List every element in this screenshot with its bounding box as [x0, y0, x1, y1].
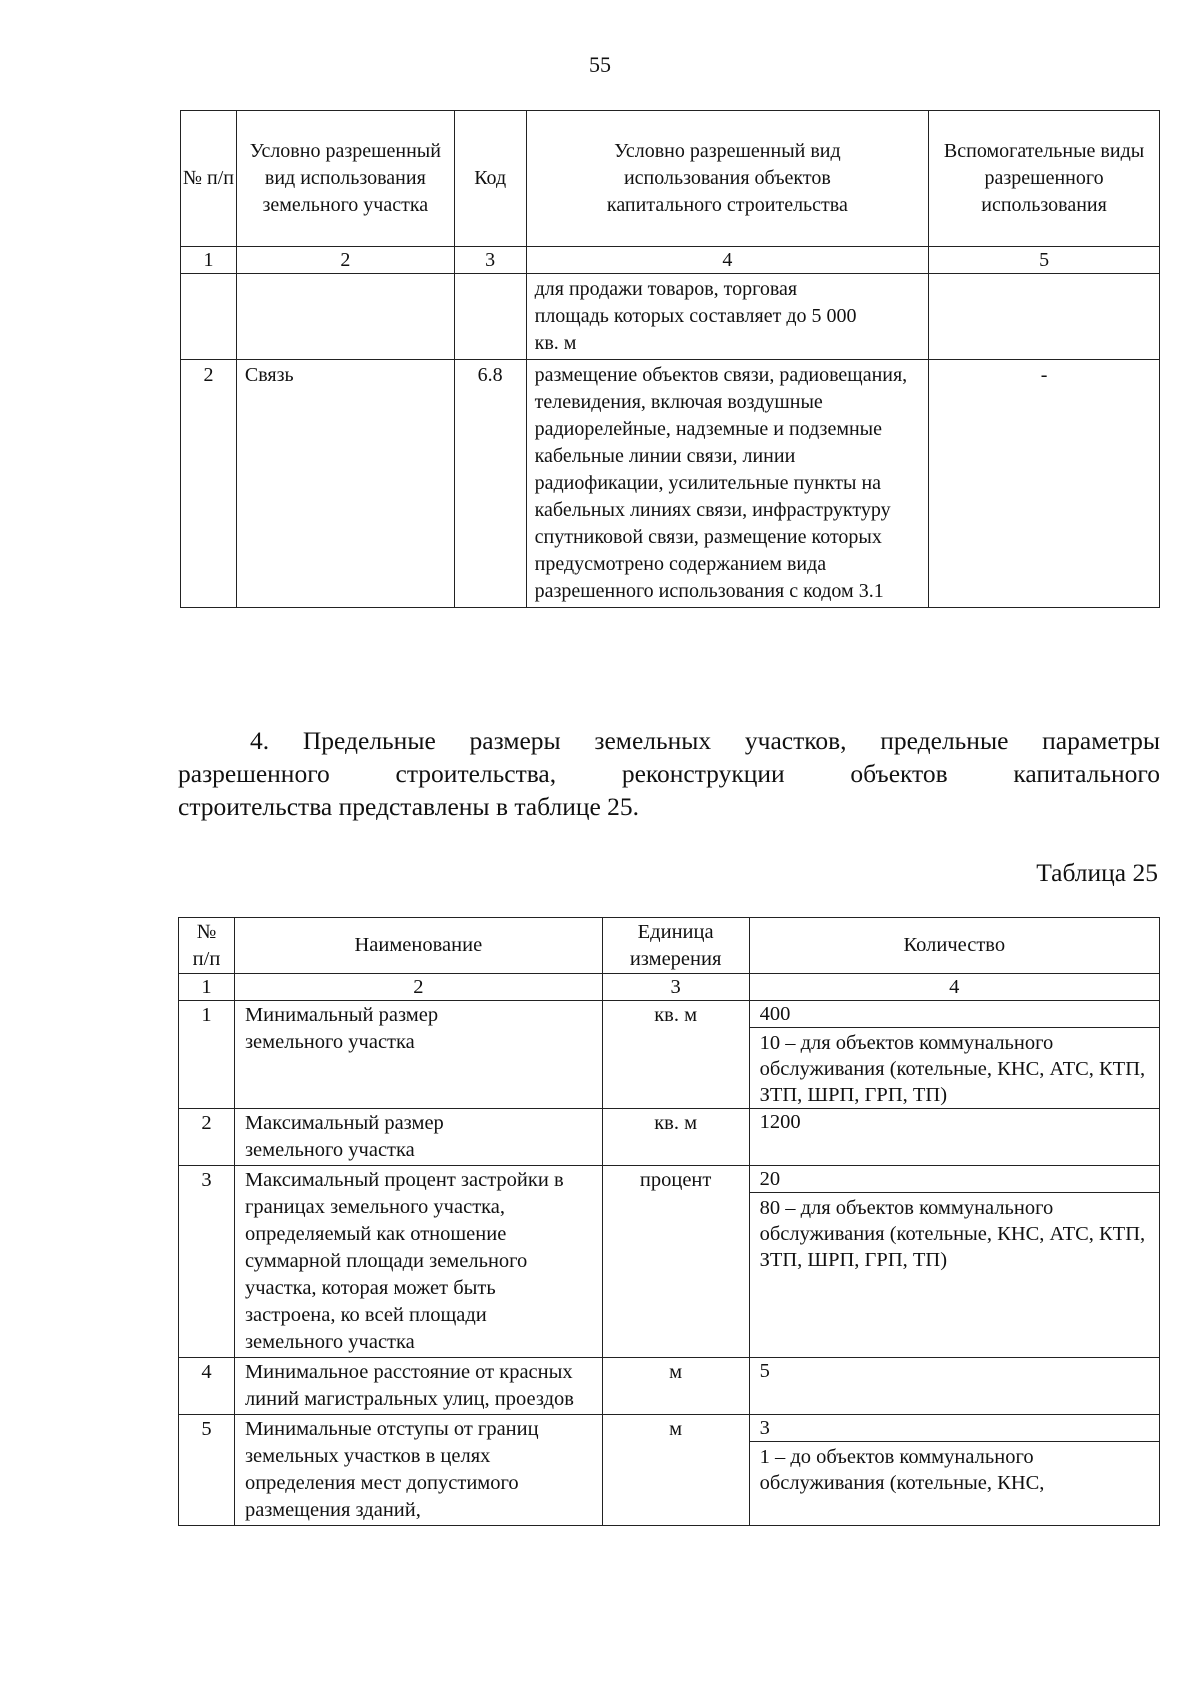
quantity-cell [749, 1415, 1159, 1526]
row-number: 5 [179, 1415, 235, 1526]
paragraph-line: строительства представлены в таблице 25. [178, 792, 640, 821]
index-cell: 1 [179, 974, 235, 1001]
index-cell: 2 [234, 974, 602, 1001]
header-cell: Единица измерения [602, 918, 749, 974]
parameter-name: Максимальный процент застройки в границах земельного участка, определяемый как отношение суммарной площади земельного участка, которая может быть застроена, ко всей площади земельного участка [234, 1166, 602, 1358]
unit-cell: кв. м [602, 1001, 749, 1109]
index-cell: 5 [929, 247, 1160, 274]
limit-parameters-table [178, 917, 1160, 1526]
parameter-name: Минимальный размер земельного участка [234, 1001, 602, 1109]
quantity-value: 1 – до объектов коммунального обслуживания (котельные, КНС, [759, 1446, 1045, 1494]
unit-cell: м [602, 1415, 749, 1526]
quantity-cell [749, 1109, 1159, 1166]
table-caption: Таблица 25 [1036, 858, 1158, 887]
table-header-row [181, 111, 1160, 247]
parameter-name: Максимальный размер земельного участка [234, 1109, 602, 1166]
table-header-row [179, 918, 1160, 974]
row-number: 2 [181, 360, 237, 608]
header-cell: Вспомогательные виды разрешенного использования [929, 111, 1160, 247]
use-name: Связь [236, 360, 454, 608]
auxiliary-use [929, 274, 1160, 360]
header-cell: № п/п [179, 918, 235, 974]
quantity-value: 5 [759, 1360, 770, 1382]
table-row [179, 1001, 1160, 1109]
use-code [454, 274, 526, 360]
index-cell: 2 [236, 247, 454, 274]
column-index-row [179, 974, 1160, 1001]
quantity-cell [749, 1166, 1159, 1358]
quantity-value: 10 – для объектов коммунального обслуживания (котельные, КНС, АТС, КТП, ЗТП, ШРП, ГРП, ТП) [759, 1032, 1146, 1106]
quantity-value: 1200 [759, 1111, 801, 1133]
index-cell: 4 [749, 974, 1159, 1001]
auxiliary-use: - [929, 360, 1160, 608]
quantity-value: 3 [750, 1415, 1159, 1442]
table-row [181, 274, 1160, 360]
use-name [236, 274, 454, 360]
table-row [179, 1166, 1160, 1358]
use-code: 6.8 [454, 360, 526, 608]
header-cell: Количество [749, 918, 1159, 974]
unit-cell: процент [602, 1166, 749, 1358]
table-row [179, 1109, 1160, 1166]
page-number: 55 [589, 52, 611, 77]
unit-cell: кв. м [602, 1109, 749, 1166]
use-description: для продажи товаров, торговая площадь которых составляет до 5 000 кв. м [526, 274, 929, 360]
parameter-name: Минимальное расстояние от красных линий магистральных улиц, проездов [234, 1358, 602, 1415]
quantity-value: 20 [750, 1166, 1159, 1193]
table-row [179, 1415, 1160, 1526]
permitted-use-table [180, 110, 1160, 608]
section-paragraph [178, 724, 1160, 823]
row-number [181, 274, 237, 360]
paragraph-line: разрешенного строительства, реконструкции объектов капитального [178, 759, 1160, 788]
use-description: размещение объектов связи, радиовещания, телевидения, включая воздушные радиорелейные, надземные и подземные кабельные линии связи, линии радиофикации, усилительные пункты на кабельных линиях связи, инфраструктуру спутниковой связи, размещение которых предусмотрено содержанием вида разрешенного использования с кодом 3.1 [526, 360, 929, 608]
index-cell: 3 [602, 974, 749, 1001]
quantity-value: 400 [750, 1001, 1159, 1028]
unit-cell: м [602, 1358, 749, 1415]
header-cell: Условно разрешенный вид использования земельного участка [236, 111, 454, 247]
table-row [181, 360, 1160, 608]
index-cell: 4 [526, 247, 929, 274]
row-number: 2 [179, 1109, 235, 1166]
index-cell: 1 [181, 247, 237, 274]
row-number: 3 [179, 1166, 235, 1358]
row-number: 1 [179, 1001, 235, 1109]
paragraph-line: 4. Предельные размеры земельных участков, предельные параметры [250, 726, 1160, 755]
quantity-value: 80 – для объектов коммунального обслуживания (котельные, КНС, АТС, КТП, ЗТП, ШРП, ГРП, ТП) [759, 1197, 1146, 1271]
header-cell: Наименование [234, 918, 602, 974]
index-cell: 3 [454, 247, 526, 274]
quantity-cell [749, 1001, 1159, 1109]
header-cell: № п/п [181, 111, 237, 247]
header-cell: Условно разрешенный вид использования объектов капитального строительства [526, 111, 929, 247]
quantity-cell [749, 1358, 1159, 1415]
row-number: 4 [179, 1358, 235, 1415]
header-cell: Код [454, 111, 526, 247]
column-index-row [181, 247, 1160, 274]
table-row [179, 1358, 1160, 1415]
parameter-name: Минимальные отступы от границ земельных участков в целях определения мест допустимого размещения зданий, [234, 1415, 602, 1526]
